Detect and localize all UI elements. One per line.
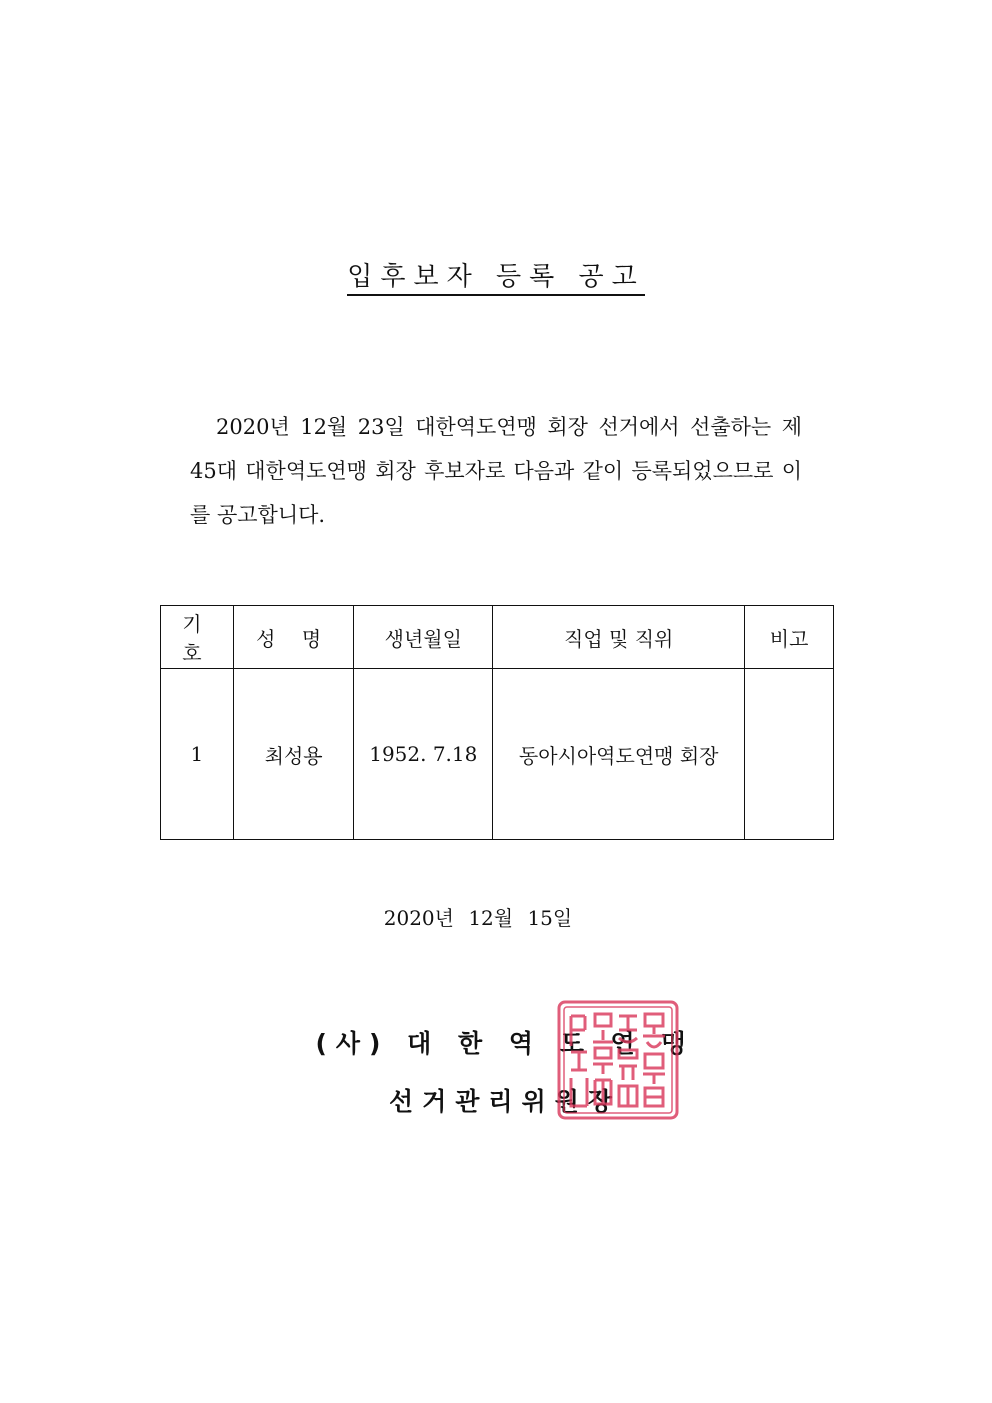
candidate-table-header (161, 606, 834, 669)
document-title (0, 256, 992, 293)
header-name: 성 명 (233, 606, 354, 669)
table-header-row (161, 606, 834, 669)
cell-name: 최성용 (233, 669, 354, 840)
header-number: 기 호 (161, 606, 234, 669)
official-seal (557, 1000, 679, 1120)
notice-body (190, 405, 802, 537)
notice-date: 2020년 12월 15일 (383, 906, 573, 930)
cell-occupation: 동아시아역도연맹 회장 (493, 669, 745, 840)
cell-number: 1 (161, 669, 234, 840)
candidate-table-body (161, 669, 834, 840)
cell-remarks (745, 669, 834, 840)
issuer-organization: (사) 대 한 역 도 연 맹 (315, 1029, 695, 1058)
candidate-table (160, 605, 834, 840)
issuer-title: 선거관리위원장 (388, 1087, 622, 1116)
notice-body-text: 2020년 12월 23일 대한역도연맹 회장 선거에서 선출하는 제45대 대한역도연맹 회장 후보자로 다음과 같이 등록되었으므로 이를 공고합니다. (190, 415, 802, 527)
cell-birthdate: 1952. 7.18 (354, 669, 493, 840)
header-occupation: 직업 및 직위 (493, 606, 745, 669)
header-remarks: 비고 (745, 606, 834, 669)
table-row (161, 669, 834, 840)
header-birthdate: 생년월일 (354, 606, 493, 669)
document-title-text: 입후보자 등록 공고 (347, 262, 644, 296)
